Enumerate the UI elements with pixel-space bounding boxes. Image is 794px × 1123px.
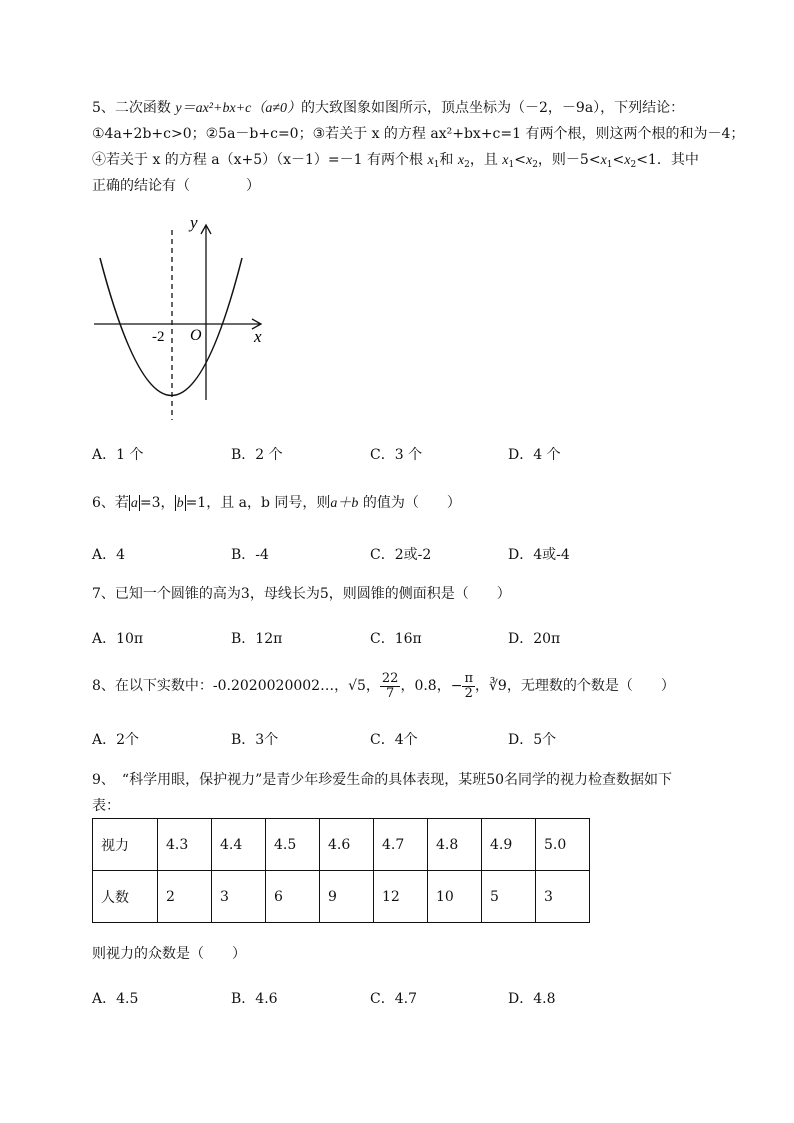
q6-expr: a＋b — [330, 496, 359, 511]
q5-option-c[interactable]: C．3 个 — [370, 447, 423, 463]
q5-text-a: 二次函数 — [114, 100, 176, 116]
q5-parabola-graph — [90, 208, 270, 428]
q5-line1 — [92, 98, 684, 119]
q6-text-a: 6、若 — [92, 495, 129, 511]
q7-question: 7、已知一个圆锥的高为3，母线长为5，则圆锥的侧面积是（ ） — [92, 586, 511, 602]
table-cell: 3 — [536, 871, 590, 923]
table-header-cell: 人数 — [93, 871, 158, 923]
q6-abs-a: a — [130, 496, 138, 511]
q8-repeating-decimal: 0.8̇ — [414, 678, 437, 694]
q6-option-d[interactable]: D．4或-4 — [508, 547, 570, 563]
q8-option-d[interactable]: D．5个 — [508, 732, 557, 748]
q5-line3-d: < — [514, 152, 526, 168]
q5-line3: ④若关于 x 的方程 a（x+5）（x－1）=－1 有两个根 $x_1$和 $x_2$，且 $x_1<x_2$，则$-5<x_1<x_2<1$．其中 — [92, 152, 699, 170]
q8-sqrt5: √5 — [348, 678, 366, 694]
q7-option-c[interactable]: C．16π — [370, 631, 422, 647]
q9-option-b[interactable]: B．4.6 — [231, 991, 278, 1007]
q5-line3-g: <1．其中 — [636, 152, 699, 168]
table-row — [93, 819, 590, 871]
origin-label: O — [190, 327, 202, 344]
table-cell: 4.5 — [266, 819, 320, 871]
x-label: x — [254, 327, 262, 346]
q8-option-b[interactable]: B．3个 — [231, 732, 279, 748]
q5-line2: ①4a+2b+c>0；②5a－b+c=0；③若关于 x 的方程 ax²+bx+c=1 有两个根，则这两个根的和为－4； — [92, 126, 745, 142]
q8-cube-root: ∛9 — [489, 678, 507, 694]
q7-option-d[interactable]: D．20π — [508, 631, 561, 647]
q6-abs-b: b — [176, 496, 184, 511]
q5-line3-e: ，则－5< — [537, 152, 601, 168]
q8-option-a[interactable]: A．2个 — [92, 732, 140, 748]
table-cell: 12 — [374, 871, 428, 923]
vertex-x-label: -2 — [152, 329, 165, 345]
q7-option-a[interactable]: A．10π — [92, 631, 144, 647]
q6-option-b[interactable]: B．-4 — [231, 547, 269, 563]
q5-formula: y＝ax²+bx+c（a≠0） — [175, 101, 302, 116]
q5-text-b: 的大致图象如图所示，顶点坐标为（－2，－9a），下列结论： — [301, 100, 685, 116]
q5-option-d[interactable]: D．4 个 — [508, 447, 561, 463]
table-header-cell: 视力 — [93, 819, 158, 871]
table-cell: 4.8 — [428, 819, 482, 871]
q5-line4: 正确的结论有（ ） — [92, 178, 260, 194]
q9-option-d[interactable]: D．4.8 — [508, 991, 556, 1007]
q6-option-c[interactable]: C．2或-2 — [370, 547, 432, 563]
q9-option-c[interactable]: C．4.7 — [370, 991, 417, 1007]
q5-x1: x — [427, 153, 434, 168]
vision-table — [92, 818, 590, 923]
table-cell: 3 — [212, 871, 266, 923]
q5-line3-b: 和 — [439, 152, 458, 168]
table-row — [93, 871, 590, 923]
table-cell: 9 — [320, 871, 374, 923]
table-cell: 5 — [482, 871, 536, 923]
q8-option-c[interactable]: C．4个 — [370, 732, 418, 748]
q6-text-b: =3， — [139, 495, 175, 511]
q6-option-a[interactable]: A．4 — [92, 547, 126, 563]
table-cell: 6 — [266, 871, 320, 923]
y-label: y — [190, 213, 198, 232]
q5-number: 5、 — [92, 100, 115, 116]
table-cell: 4.6 — [320, 819, 374, 871]
table-cell: 5.0 — [536, 819, 590, 871]
parabola-curve — [100, 258, 242, 396]
q8-text-b: ，无理数的个数是（ ） — [506, 678, 675, 694]
q5-line3-c: ，且 — [469, 152, 503, 168]
q6-text-c: =1，且 a，b 同号，则 — [185, 495, 331, 511]
q5-line3-a: ④若关于 x 的方程 a（x+5）（x－1）=－1 有两个根 — [92, 152, 428, 168]
q7-option-b[interactable]: B．12π — [231, 631, 283, 647]
q9-question: 则视力的众数是（ ） — [92, 946, 246, 962]
table-cell: 4.4 — [212, 819, 266, 871]
q5-line3-f: < — [612, 152, 625, 168]
q5-x2: x — [457, 153, 465, 168]
table-cell: 4.3 — [158, 819, 212, 871]
q6-question — [92, 493, 461, 514]
q9-option-a[interactable]: A．4.5 — [92, 991, 139, 1007]
table-cell: 2 — [158, 871, 212, 923]
q8-fraction-pi-2: $\frac{\pi}{2}$ — [464, 670, 473, 701]
q5-option-a[interactable]: A．1 个 — [92, 447, 144, 463]
q8-fraction-22-7: $\frac{22}{7}$ — [381, 670, 399, 701]
q5-option-b[interactable]: B．2 个 — [231, 447, 283, 463]
q8-text-a: 8、在以下实数中：-0.2020020002…， — [92, 678, 349, 694]
table-cell: 10 — [428, 871, 482, 923]
table-cell: 4.7 — [374, 819, 428, 871]
q9-line1: 9、 “科学用眼，保护视力”是青少年珍爱生命的具体表现，某班50名同学的视力检查数据如下 — [92, 772, 673, 788]
table-cell: 4.9 — [482, 819, 536, 871]
q8-question: 8、在以下实数中：-0.2020020002…，√5， $\frac{22}{7}$ ，0.8̇，− $\frac{\pi}{2}$ ，∛9，无理数的个数是（ ） — [92, 670, 675, 701]
q6-text-d: 的值为（ ） — [358, 495, 461, 511]
q9-line2: 表： — [92, 798, 120, 814]
